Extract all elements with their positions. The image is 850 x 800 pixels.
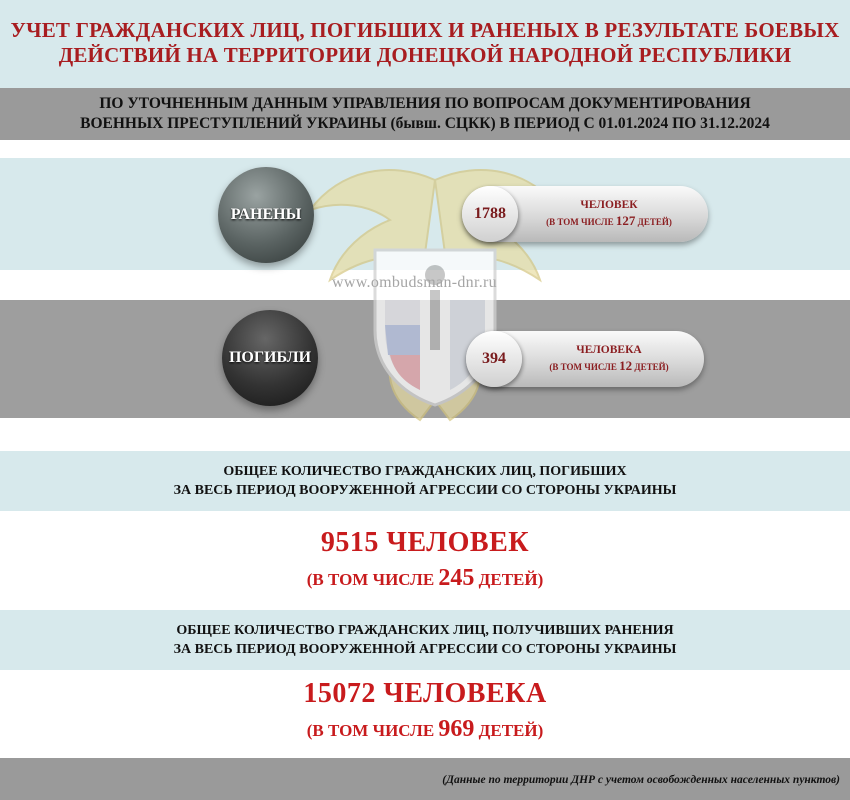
killed-children: (В ТОМ ЧИСЛЕ 12 ДЕТЕЙ) <box>549 358 669 373</box>
killed-children-count: 12 <box>619 358 633 373</box>
total-wounded-children: (В ТОМ ЧИСЛЕ 969 ДЕТЕЙ) <box>306 716 544 742</box>
subtitle-band <box>0 88 850 140</box>
killed-label-circle <box>222 310 318 406</box>
total-killed-children: (В ТОМ ЧИСЛЕ 245 ДЕТЕЙ) <box>306 565 544 591</box>
killed-count-pill <box>466 331 704 387</box>
total-killed-heading: ОБЩЕЕ КОЛИЧЕСТВО ГРАЖДАНСКИХ ЛИЦ, ПОГИБШИХ ЗА ВЕСЬ ПЕРИОД ВООРУЖЕННОЙ АГРЕССИИ СО СТОРОНЫ УКРАИНЫ <box>173 464 677 498</box>
killed-count: 394 <box>466 331 522 387</box>
killed-label: ПОГИБЛИ <box>228 349 312 366</box>
wounded-count: 1788 <box>462 186 518 242</box>
total-killed-value: 9515 ЧЕЛОВЕК <box>320 527 530 558</box>
wounded-label-circle <box>218 167 314 263</box>
total-wounded-heading: ОБЩЕЕ КОЛИЧЕСТВО ГРАЖДАНСКИХ ЛИЦ, ПОЛУЧИВШИХ РАНЕНИЯ ЗА ВЕСЬ ПЕРИОД ВООРУЖЕННОЙ АГРЕССИИ СО СТОРОНЫ УКРАИНЫ <box>173 623 677 657</box>
wounded-children: (В ТОМ ЧИСЛЕ 127 ДЕТЕЙ) <box>546 213 672 228</box>
wounded-unit: ЧЕЛОВЕК <box>580 199 638 211</box>
wounded-children-count: 127 <box>615 213 636 228</box>
total-killed-heading-band <box>0 451 850 511</box>
total-wounded-children-count: 969 <box>438 716 475 742</box>
footer-note: (Данные по территории ДНР с учетом освобожденных населенных пунктов) <box>442 774 840 786</box>
page-subtitle: ПО УТОЧНЕННЫМ ДАННЫМ УПРАВЛЕНИЯ ПО ВОПРОСАМ ДОКУМЕНТИРОВАНИЯ ВОЕННЫХ ПРЕСТУПЛЕНИЙ УКРАИНЫ (бывш. СЦКК) В ПЕРИОД С 01.01.2024 ПО 31.12.2024 <box>80 95 770 132</box>
wounded-label: РАНЕНЫ <box>230 206 302 223</box>
footer-band <box>0 758 850 800</box>
killed-unit: ЧЕЛОВЕКА <box>576 344 642 356</box>
title-band <box>0 0 850 88</box>
total-wounded-value: 15072 ЧЕЛОВЕКА <box>303 678 547 709</box>
page-title: УЧЕТ ГРАЖДАНСКИХ ЛИЦ, ПОГИБШИХ И РАНЕНЫХ В РЕЗУЛЬТАТЕ БОЕВЫХ ДЕЙСТВИЙ НА ТЕРРИТОРИИ ДОНЕЦКОЙ НАРОДНОЙ РЕСПУБЛИКИ <box>10 18 840 67</box>
wounded-count-pill <box>462 186 708 242</box>
total-killed-children-count: 245 <box>438 565 475 591</box>
watermark-url: www.ombudsman-dnr.ru <box>332 274 497 291</box>
total-wounded-heading-band <box>0 610 850 670</box>
